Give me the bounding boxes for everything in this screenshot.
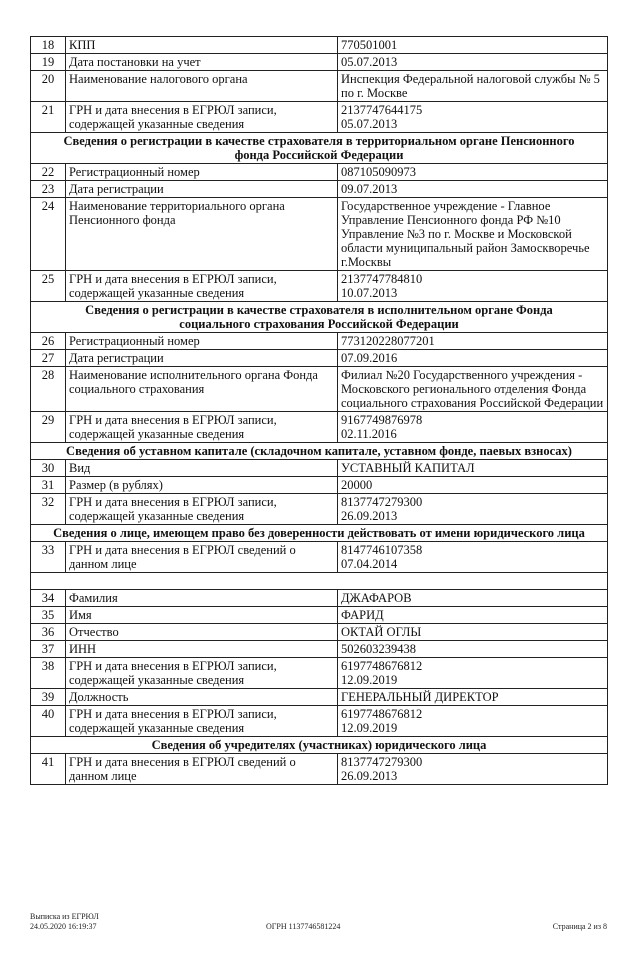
row-value-cell: Государственное учреждение - Главное Управление Пенсионного фонда РФ №10 Управление №3 по г. Москве и Московской области муниципальный район Замоскворечье г.Москвы — [338, 198, 608, 271]
table-row — [31, 689, 608, 706]
blank-cell — [31, 573, 608, 590]
row-label-cell: Дата регистрации — [66, 181, 338, 198]
row-number-cell: 28 — [31, 367, 66, 412]
row-value-cell: ОКТАЙ ОГЛЫ — [338, 624, 608, 641]
row-number-cell: 32 — [31, 494, 66, 525]
table-row — [31, 198, 608, 271]
row-number-cell: 33 — [31, 542, 66, 573]
row-label-cell: ИНН — [66, 641, 338, 658]
table-row — [31, 754, 608, 785]
table-row — [31, 71, 608, 102]
row-value-cell: 8147746107358 07.04.2014 — [338, 542, 608, 573]
row-label-cell: ГРН и дата внесения в ЕГРЮЛ записи, содержащей указанные сведения — [66, 412, 338, 443]
footer-left — [30, 912, 190, 932]
row-label-cell: Дата постановки на учет — [66, 54, 338, 71]
row-number-cell: 39 — [31, 689, 66, 706]
row-number-cell: 26 — [31, 333, 66, 350]
row-value-cell: 8137747279300 26.09.2013 — [338, 754, 608, 785]
egrul-table-body — [31, 37, 608, 785]
row-label-cell: ГРН и дата внесения в ЕГРЮЛ записи, содержащей указанные сведения — [66, 494, 338, 525]
table-row — [31, 367, 608, 412]
table-row — [31, 494, 608, 525]
section-header-row — [31, 525, 608, 542]
row-label-cell: Наименование налогового органа — [66, 71, 338, 102]
table-row — [31, 54, 608, 71]
row-number-cell: 40 — [31, 706, 66, 737]
row-value-cell: 09.07.2013 — [338, 181, 608, 198]
row-value-cell: 502603239438 — [338, 641, 608, 658]
row-value-cell: 773120228077201 — [338, 333, 608, 350]
section-title: Сведения о регистрации в качестве страхователя в территориальном органе Пенсионного фонда Российской Федерации — [31, 133, 608, 164]
section-title: Сведения о лице, имеющем право без доверенности действовать от имени юридического лица — [31, 525, 608, 542]
row-number-cell: 38 — [31, 658, 66, 689]
row-value-cell: 2137747784810 10.07.2013 — [338, 271, 608, 302]
row-label-cell: Вид — [66, 460, 338, 477]
row-value-cell: Филиал №20 Государственного учреждения - Московского регионального отделения Фонда социального страхования Российской Федерации — [338, 367, 608, 412]
row-label-cell: ГРН и дата внесения в ЕГРЮЛ сведений о данном лице — [66, 542, 338, 573]
row-number-cell: 31 — [31, 477, 66, 494]
row-number-cell: 24 — [31, 198, 66, 271]
row-label-cell: Регистрационный номер — [66, 164, 338, 181]
row-value-cell: ГЕНЕРАЛЬНЫЙ ДИРЕКТОР — [338, 689, 608, 706]
section-header-row — [31, 133, 608, 164]
blank-row — [31, 573, 608, 590]
table-row — [31, 590, 608, 607]
row-number-cell: 21 — [31, 102, 66, 133]
row-label-cell: ГРН и дата внесения в ЕГРЮЛ записи, содержащей указанные сведения — [66, 706, 338, 737]
table-row — [31, 477, 608, 494]
row-label-cell: Наименование территориального органа Пенсионного фонда — [66, 198, 338, 271]
row-number-cell: 34 — [31, 590, 66, 607]
row-value-cell: ДЖАФАРОВ — [338, 590, 608, 607]
row-number-cell: 22 — [31, 164, 66, 181]
row-number-cell: 37 — [31, 641, 66, 658]
table-row — [31, 542, 608, 573]
table-row — [31, 706, 608, 737]
table-row — [31, 350, 608, 367]
egrul-table — [30, 36, 608, 785]
row-number-cell: 36 — [31, 624, 66, 641]
row-number-cell: 41 — [31, 754, 66, 785]
row-label-cell: ГРН и дата внесения в ЕГРЮЛ записи, содержащей указанные сведения — [66, 658, 338, 689]
row-number-cell: 30 — [31, 460, 66, 477]
row-value-cell: 07.09.2016 — [338, 350, 608, 367]
table-row — [31, 412, 608, 443]
row-number-cell: 27 — [31, 350, 66, 367]
row-value-cell: УСТАВНЫЙ КАПИТАЛ — [338, 460, 608, 477]
section-header-row — [31, 302, 608, 333]
table-row — [31, 181, 608, 198]
row-value-cell: Инспекция Федеральной налоговой службы № 5 по г. Москве — [338, 71, 608, 102]
footer-doc-date: 24.05.2020 16:19:37 — [30, 922, 97, 931]
row-label-cell: Дата регистрации — [66, 350, 338, 367]
section-title: Сведения об учредителях (участниках) юридического лица — [31, 737, 608, 754]
table-row — [31, 641, 608, 658]
row-number-cell: 29 — [31, 412, 66, 443]
table-row — [31, 658, 608, 689]
row-value-cell: 6197748676812 12.09.2019 — [338, 658, 608, 689]
section-header-row — [31, 737, 608, 754]
row-label-cell: КПП — [66, 37, 338, 54]
row-value-cell: 087105090973 — [338, 164, 608, 181]
table-row — [31, 164, 608, 181]
row-label-cell: Имя — [66, 607, 338, 624]
table-row — [31, 102, 608, 133]
footer-ogrn: ОГРН 1137746581224 — [266, 922, 341, 931]
row-value-cell: 770501001 — [338, 37, 608, 54]
row-label-cell: Должность — [66, 689, 338, 706]
table-row — [31, 607, 608, 624]
row-label-cell: Наименование исполнительного органа Фонда социального страхования — [66, 367, 338, 412]
row-number-cell: 19 — [31, 54, 66, 71]
row-value-cell: 8137747279300 26.09.2013 — [338, 494, 608, 525]
section-title: Сведения об уставном капитале (складочном капитале, уставном фонде, паевых взносах) — [31, 443, 608, 460]
row-label-cell: ГРН и дата внесения в ЕГРЮЛ сведений о данном лице — [66, 754, 338, 785]
row-number-cell: 35 — [31, 607, 66, 624]
row-value-cell: 20000 — [338, 477, 608, 494]
row-number-cell: 20 — [31, 71, 66, 102]
row-value-cell: 6197748676812 12.09.2019 — [338, 706, 608, 737]
table-row — [31, 624, 608, 641]
row-number-cell: 25 — [31, 271, 66, 302]
row-label-cell: Фамилия — [66, 590, 338, 607]
table-row — [31, 460, 608, 477]
row-label-cell: Размер (в рублях) — [66, 477, 338, 494]
table-row — [31, 271, 608, 302]
row-label-cell: ГРН и дата внесения в ЕГРЮЛ записи, содержащей указанные сведения — [66, 271, 338, 302]
footer-page-number: Страница 2 из 8 — [552, 922, 607, 931]
row-label-cell: Отчество — [66, 624, 338, 641]
row-value-cell: 9167749876978 02.11.2016 — [338, 412, 608, 443]
row-label-cell: Регистрационный номер — [66, 333, 338, 350]
section-title: Сведения о регистрации в качестве страхователя в исполнительном органе Фонда социального страхования Российской Федерации — [31, 302, 608, 333]
row-number-cell: 18 — [31, 37, 66, 54]
table-row — [31, 37, 608, 54]
row-number-cell: 23 — [31, 181, 66, 198]
section-header-row — [31, 443, 608, 460]
row-value-cell: 05.07.2013 — [338, 54, 608, 71]
row-value-cell: ФАРИД — [338, 607, 608, 624]
footer-doc-title: Выписка из ЕГРЮЛ — [30, 912, 99, 921]
row-value-cell: 2137747644175 05.07.2013 — [338, 102, 608, 133]
table-row — [31, 333, 608, 350]
row-label-cell: ГРН и дата внесения в ЕГРЮЛ записи, содержащей указанные сведения — [66, 102, 338, 133]
